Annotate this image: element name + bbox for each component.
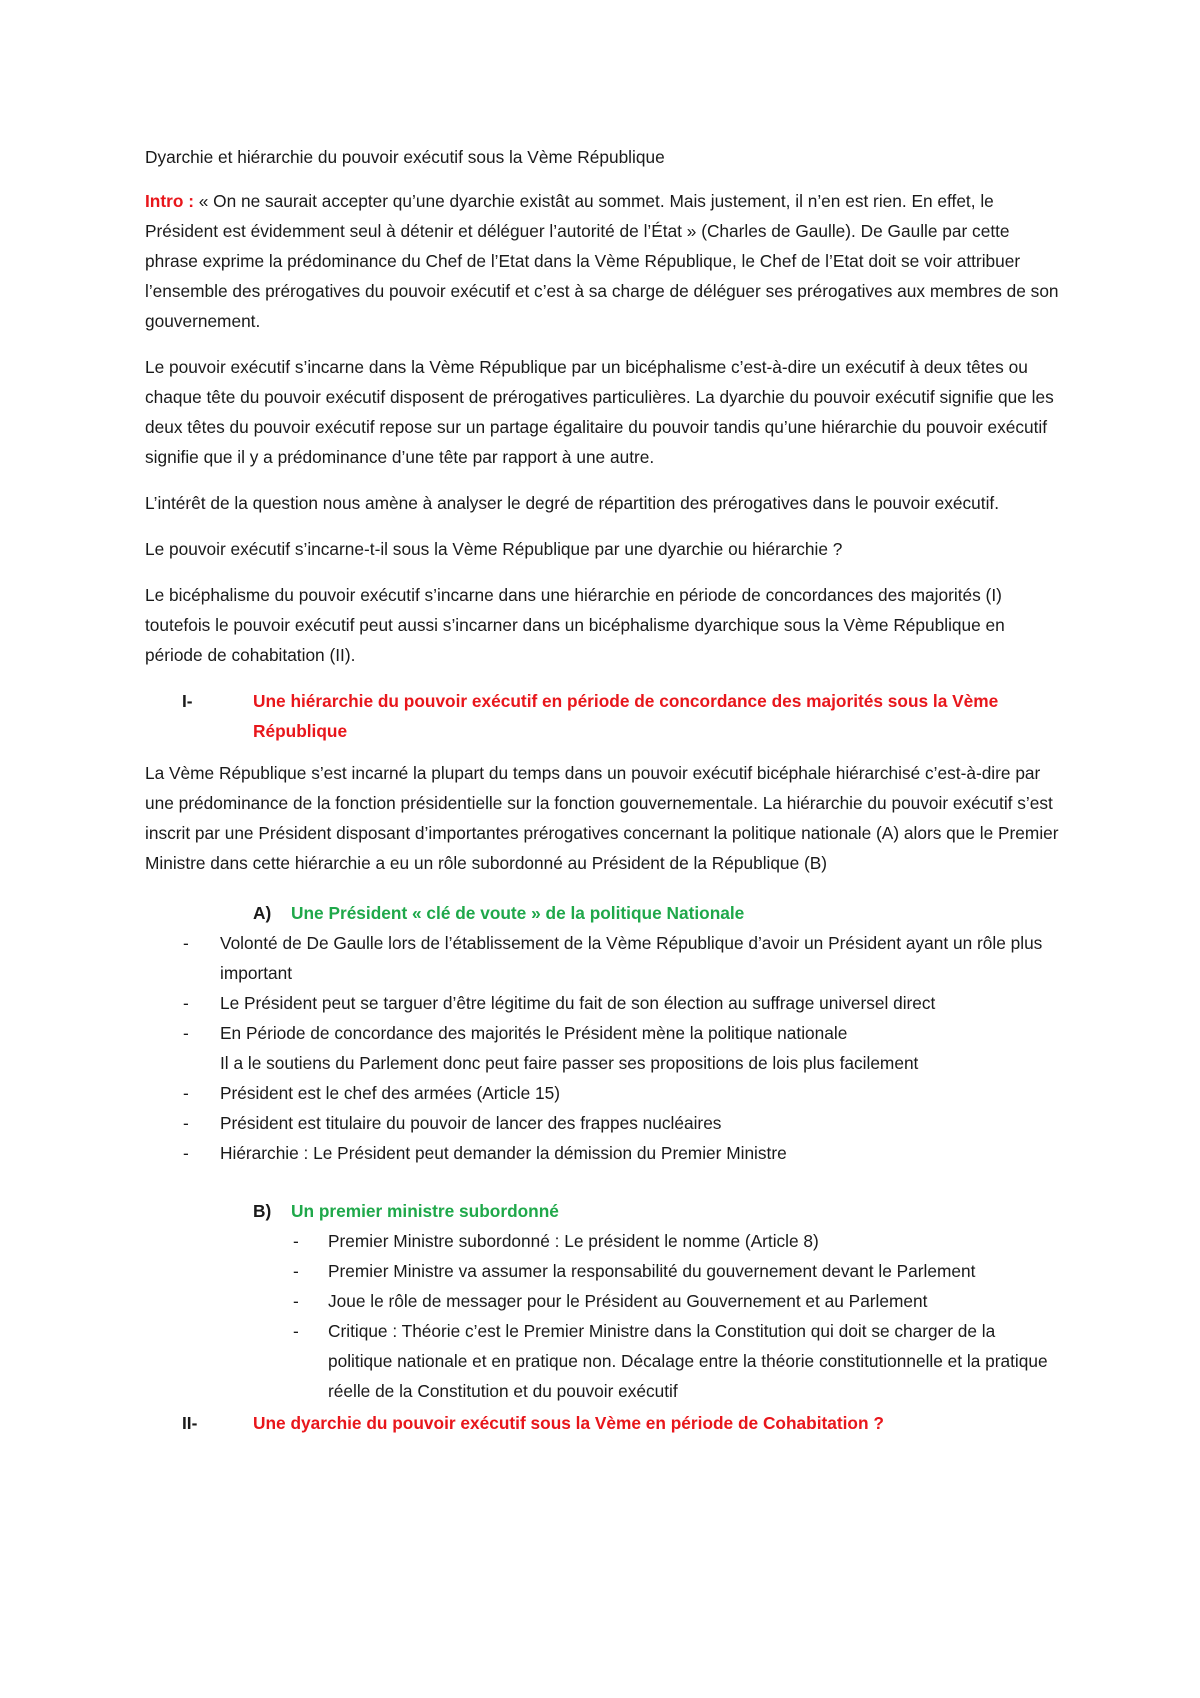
list-item: - Hiérarchie : Le Président peut demander la démission du Premier Ministre (145, 1138, 1060, 1168)
list-item: - Président est titulaire du pouvoir de lancer des frappes nucléaires (145, 1108, 1060, 1138)
list-item: - Le Président peut se targuer d’être légitime du fait de son élection au suffrage universel direct (145, 988, 1060, 1018)
list-item: - Premier Ministre va assumer la responsabilité du gouvernement devant le Parlement (145, 1256, 1060, 1286)
list-item: - Critique : Théorie c’est le Premier Ministre dans la Constitution qui doit se charger de la politique nationale et en pratique non. Décalage entre la théorie constitutionnelle et la pratique réelle de la Constitution et du pouvoir exécutif (145, 1316, 1060, 1406)
subsection-a-heading (145, 898, 1060, 928)
bullet-dash: - (293, 1231, 299, 1251)
section-2-number: II- (182, 1413, 198, 1433)
list-item-continuation: Il a le soutiens du Parlement donc peut faire passer ses propositions de lois plus facilement (220, 1053, 919, 1073)
list-item: - En Période de concordance des majorités le Président mène la politique nationale (145, 1018, 1060, 1048)
section-1-heading (145, 686, 1060, 746)
section-1-number: I- (182, 691, 193, 711)
section-2-title: Une dyarchie du pouvoir exécutif sous la Vème en période de Cohabitation ? (253, 1413, 884, 1433)
subsection-b-label: B) (253, 1201, 272, 1221)
section-1-title: Une hiérarchie du pouvoir exécutif en période de concordance des majorités sous la Vème République (253, 691, 999, 741)
list-item: - Premier Ministre subordonné : Le président le nomme (Article 8) (145, 1226, 1060, 1256)
bullet-dash: - (183, 1143, 189, 1163)
intro-text: « On ne saurait accepter qu’une dyarchie existât au sommet. Mais justement, il n’en est rien. En effet, le Président est évidemment seul à détenir et déléguer l’autorité de l’État » (Charles de Gaulle). De Gaulle par cette phrase exprime la prédominance du Chef de l’Etat dans la Vème République, le Chef de l’Etat doit se voir attribuer l’ensemble des prérogatives du pouvoir exécutif et c’est à sa charge de déléguer ses prérogatives aux membres de son gouvernement. (145, 191, 1059, 331)
subsection-a-label: A) (253, 903, 272, 923)
subsection-b-list (145, 1226, 1060, 1406)
paragraph-bicephalisme: Le pouvoir exécutif s’incarne dans la Vème République par un bicéphalisme c’est-à-dire un exécutif à deux têtes ou chaque tête du pouvoir exécutif disposent de prérogatives particulières. La dyarchie du pouvoir exécutif signifie que les deux têtes du pouvoir exécutif repose sur un partage égalitaire du pouvoir tandis qu’une hiérarchie du pouvoir exécutif signifie que il y a prédominance d’une tête par rapport à une autre. (145, 357, 1054, 467)
list-item: - Joue le rôle de messager pour le Président au Gouvernement et au Parlement (145, 1286, 1060, 1316)
bullet-dash: - (293, 1291, 299, 1311)
bullet-dash: - (293, 1261, 299, 1281)
subsection-a-title: Une Président « clé de voute » de la politique Nationale (291, 903, 745, 923)
paragraph-problematique: Le pouvoir exécutif s’incarne-t-il sous la Vème République par une dyarchie ou hiérarchie ? (145, 539, 843, 559)
subsection-b-title: Un premier ministre subordonné (291, 1201, 559, 1221)
section-2-heading (145, 1408, 1060, 1438)
bullet-dash: - (183, 933, 189, 953)
intro-label: Intro : (145, 191, 194, 211)
paragraph-annonce-plan: Le bicéphalisme du pouvoir exécutif s’incarne dans une hiérarchie en période de concordances des majorités (I) toutefois le pouvoir exécutif peut aussi s’incarner dans un bicéphalisme dyarchique sous la Vème République en période de cohabitation (II). (145, 585, 1005, 665)
subsection-b-heading (145, 1196, 1060, 1226)
intro-paragraph (145, 186, 1060, 336)
paragraph-interet: L’intérêt de la question nous amène à analyser le degré de répartition des prérogatives dans le pouvoir exécutif. (145, 493, 1000, 513)
subsection-a-list (145, 928, 1060, 1168)
bullet-dash: - (183, 1083, 189, 1103)
bullet-dash: - (183, 1023, 189, 1043)
section-1-intro: La Vème République s’est incarné la plupart du temps dans un pouvoir exécutif bicéphale hiérarchisé c’est-à-dire par une prédominance de la fonction présidentielle sur la fonction gouvernementale. La hiérarchie du pouvoir exécutif s’est inscrit par une Président disposant d’importantes prérogatives concernant la politique nationale (A) alors que le Premier Ministre dans cette hiérarchie a eu un rôle subordonné au Président de la République (B) (145, 763, 1059, 873)
list-item: - Président est le chef des armées (Article 15) (145, 1078, 1060, 1108)
bullet-dash: - (183, 993, 189, 1013)
bullet-dash: - (183, 1113, 189, 1133)
document-title: Dyarchie et hiérarchie du pouvoir exécutif sous la Vème République (145, 147, 665, 167)
bullet-dash: - (293, 1321, 299, 1341)
list-item: - Volonté de De Gaulle lors de l’établissement de la Vème République d’avoir un Président ayant un rôle plus important (145, 928, 1060, 988)
